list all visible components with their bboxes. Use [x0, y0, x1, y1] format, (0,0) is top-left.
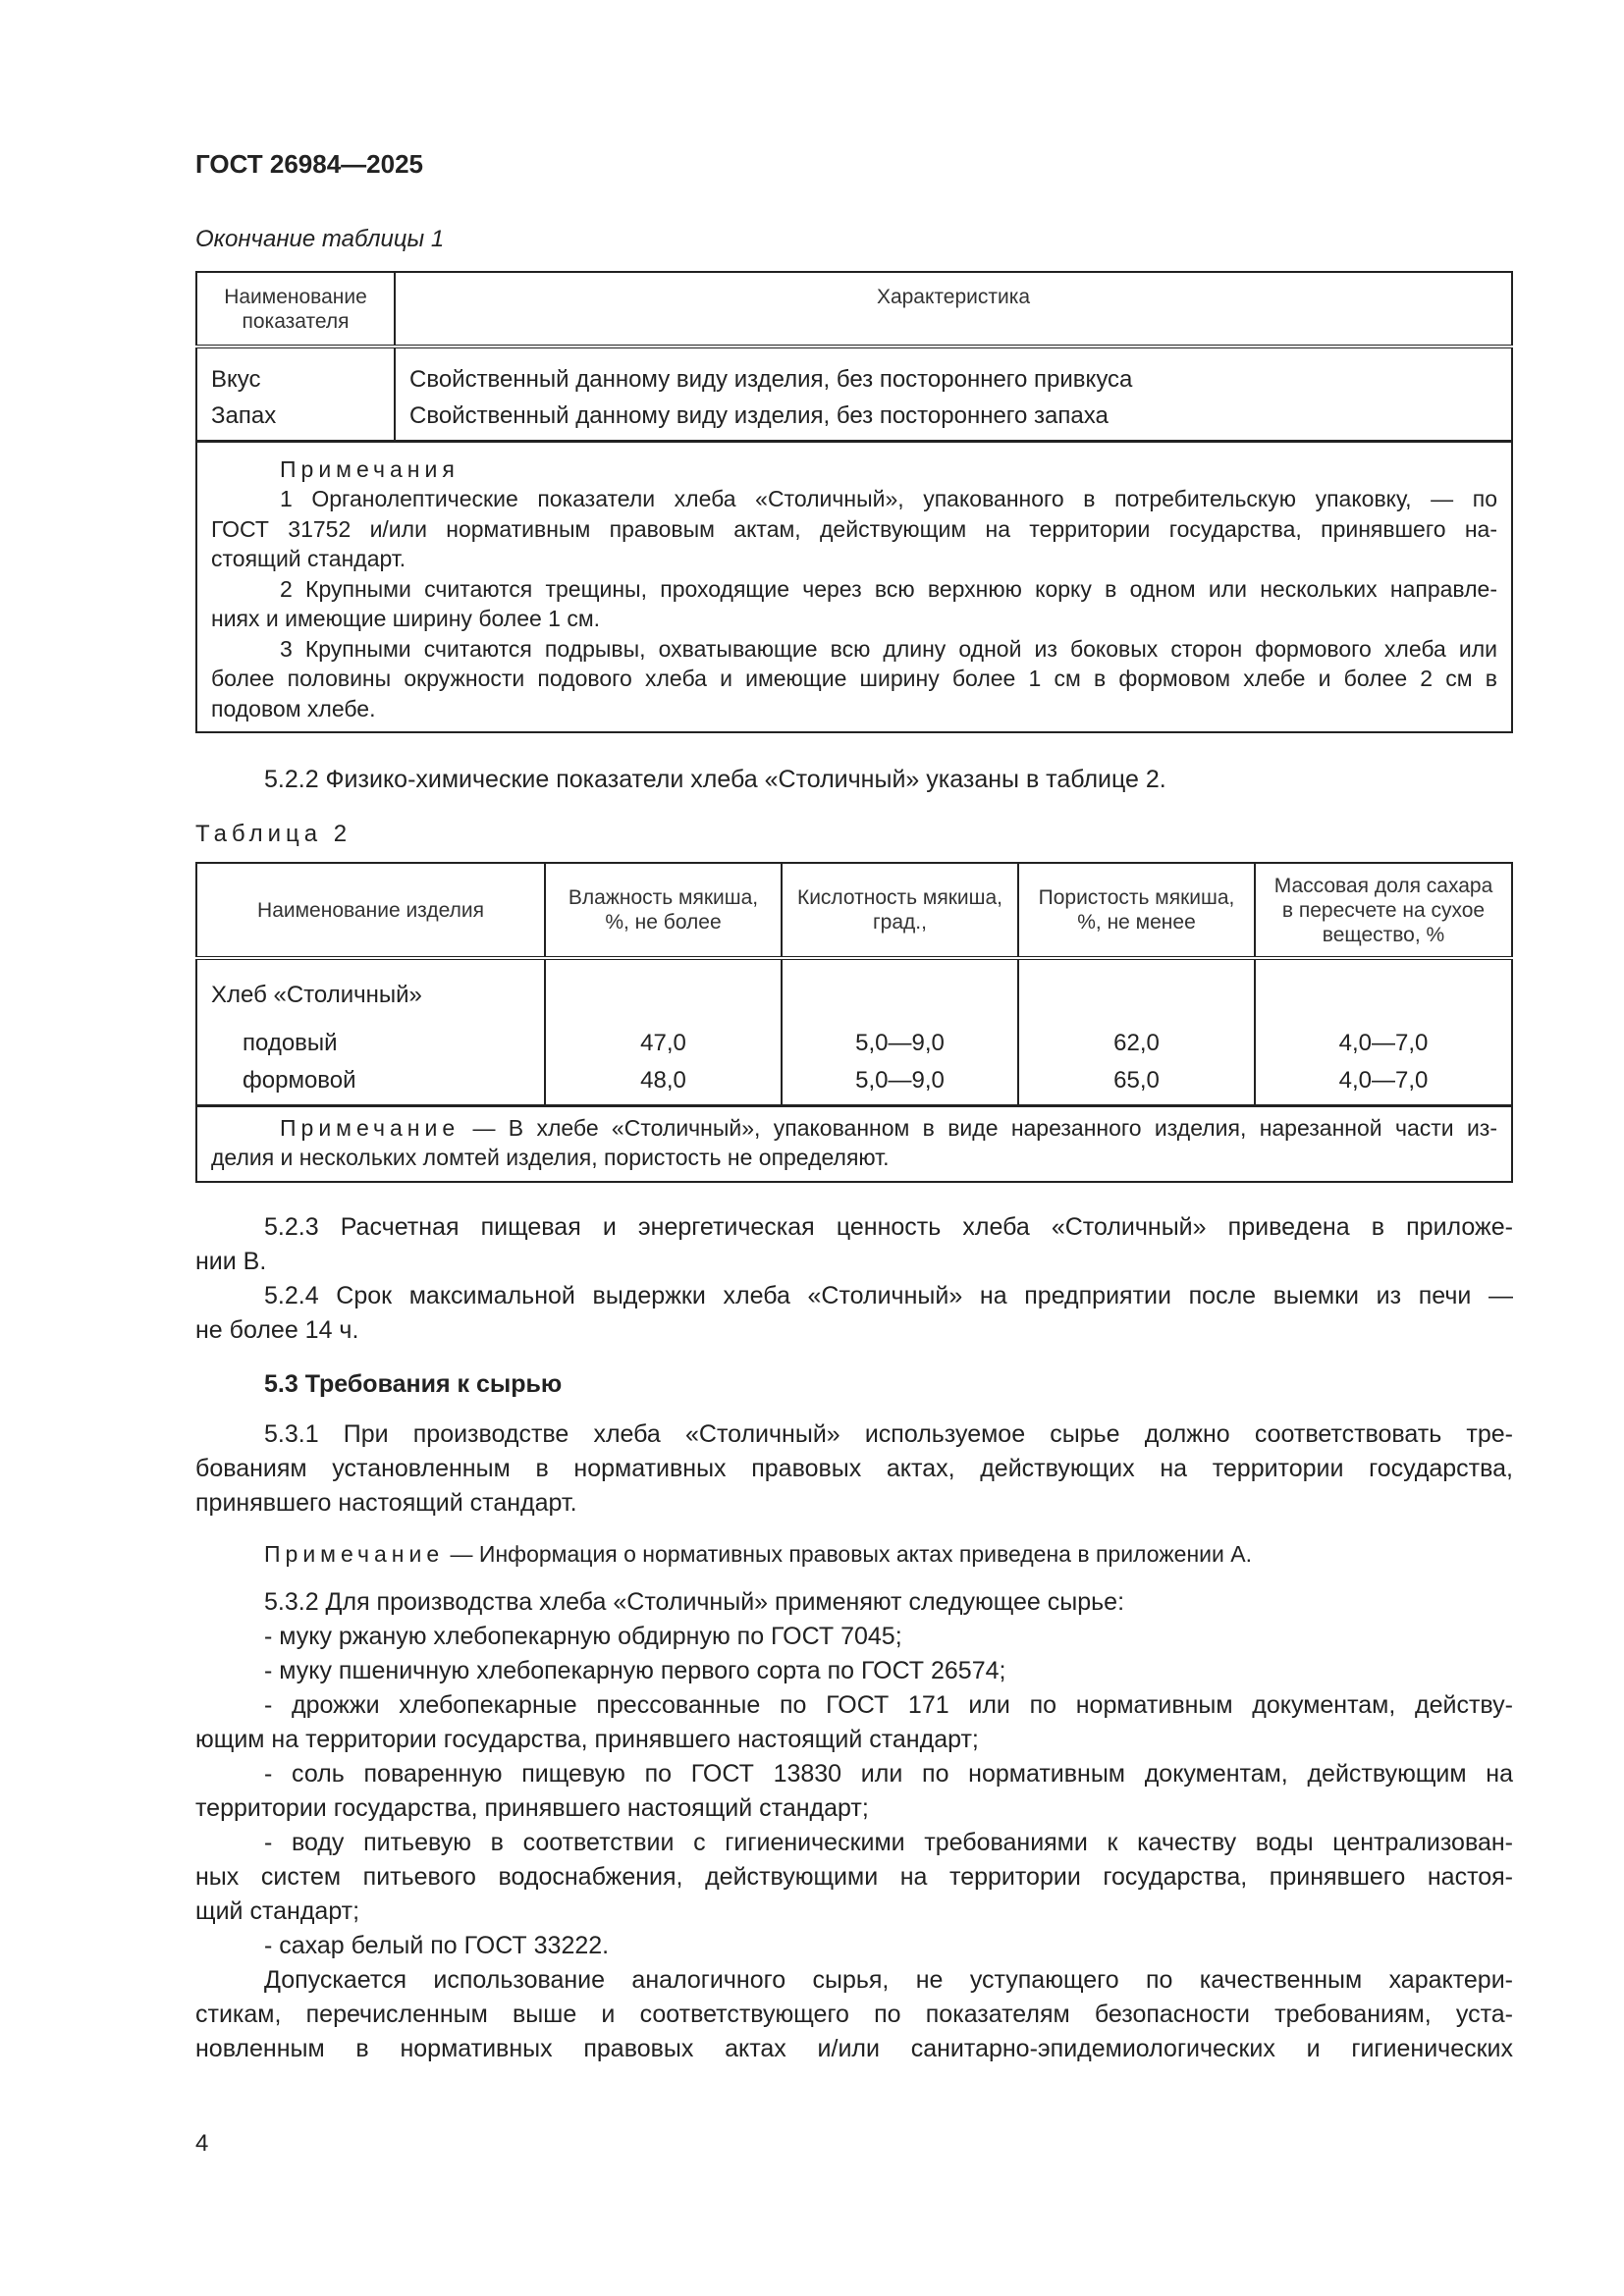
text-line: более половины окружности подового хлеба и имеющие ширину более 1 см в формовом хлебе и более 2 см в [211, 666, 1497, 691]
text-line: щий стандарт; [195, 1897, 360, 1925]
text-line: бованиям установленным в нормативных правовых актах, действующих на территории государства, [195, 1455, 1513, 1482]
text-line: стоящий стандарт. [211, 546, 406, 571]
text-line: Допускается использование аналогичного сырья, не уступающего по качественным характери- [264, 1966, 1513, 1994]
text-line: - муку ржаную хлебопекарную обдирную по ГОСТ 7045; [264, 1623, 902, 1650]
paragraph-5-2-2: 5.2.2 Физико-химические показатели хлеба «Столичный» указаны в таблице 2. [264, 766, 1166, 793]
text-line: - воду питьевую в соответствии с гигиеническими требованиями к качеству воды централизован- [264, 1829, 1513, 1856]
paragraph [211, 484, 1497, 723]
text-line: делия и нескольких ломтей изделия, пористость не определяют. [211, 1145, 890, 1170]
paragraph [195, 1417, 1513, 1521]
table-2 [195, 862, 1513, 1183]
group-label: Хлеб «Столичный» [196, 958, 545, 1009]
table-cell: 4,0—7,0 [1255, 1057, 1512, 1105]
table-row [196, 394, 1512, 441]
text-line: не более 14 ч. [195, 1316, 359, 1344]
column-header: Влажность мякиша, %, не более [545, 863, 782, 958]
text-line: — В хлебе «Столичный», упакованном в виде нарезанного изделия, нарезанной части из- [472, 1114, 1497, 1141]
text-line: принявшего настоящий стандарт. [195, 1489, 577, 1517]
text-line: 5.2.3 Расчетная пищевая и энергетическая ценность хлеба «Столичный» приведена в приложе- [264, 1213, 1513, 1241]
paragraph [195, 1963, 1513, 2066]
document-header: ГОСТ 26984—2025 [195, 149, 423, 179]
column-header: Наименование показателя [196, 272, 395, 347]
text-line: 1 Органолептические показатели хлеба «Столичный», упакованного в потребительскую упаковку, — по [280, 486, 1497, 511]
table-cell: подовый [196, 1009, 545, 1057]
table-cell: Свойственный данному виду изделия, без постороннего привкуса [395, 347, 1512, 394]
text-line: стикам, перечисленным выше и соответствующего по показателям безопасности требованиям, уста- [195, 2001, 1513, 2028]
note-label: Примечание [264, 1541, 445, 1567]
column-header: Характеристика [395, 272, 1512, 347]
table-cell: формовой [196, 1057, 545, 1105]
text-line: 2 Крупными считаются трещины, проходящие через всю верхнюю корку в одном или нескольких направле- [280, 575, 1497, 602]
paragraph [195, 1654, 1513, 1688]
paragraph [195, 1585, 1513, 1620]
notes-title: Примечания [280, 455, 460, 482]
paragraph [195, 1688, 1513, 1757]
table-cell: 4,0—7,0 [1255, 1009, 1512, 1057]
text-line: ющим на территории государства, принявшего настоящий стандарт; [195, 1726, 979, 1753]
paragraph [195, 1757, 1513, 1826]
text-line: ГОСТ 31752 и/или нормативным правовым актам, действующим на территории государства, принявшего на- [211, 515, 1497, 542]
column-header: Массовая доля сахара в пересчете на сухое вещество, % [1255, 863, 1512, 958]
paragraph [195, 1210, 1513, 1279]
text-line: нии В. [195, 1248, 267, 1275]
page-number: 4 [195, 2130, 209, 2157]
text-line: 5.2.4 Срок максимальной выдержки хлеба «Столичный» на предприятии после выемки из печи — [264, 1282, 1513, 1309]
table2-note [196, 1105, 1512, 1182]
text-line: 5.3.1 При производстве хлеба «Столичный» используемое сырье должно соответствовать тре- [264, 1420, 1513, 1448]
text-line: ных систем питьевого водоснабжения, действующими на территории государства, принявшего настоя- [195, 1863, 1513, 1891]
column-header: Наименование изделия [196, 863, 545, 958]
table-cell: Свойственный данному виду изделия, без постороннего запаха [395, 394, 1512, 441]
text-line: 5.3.2 Для производства хлеба «Столичный» применяют следующее сырье: [264, 1588, 1125, 1616]
table-cell: 5,0—9,0 [782, 1057, 1018, 1105]
column-header: Кислотность мякиша, град., [782, 863, 1018, 958]
text-line: ниях и имеющие ширину более 1 см. [211, 606, 601, 631]
note-label: Примечание [280, 1114, 460, 1141]
text-line: - муку пшеничную хлебопекарную первого сорта по ГОСТ 26574; [264, 1657, 1006, 1684]
text-line: 3 Крупными считаются подрывы, охватывающие всю длину одной из боковых сторон формового хлеба или [280, 635, 1497, 662]
table-cell: 65,0 [1018, 1057, 1255, 1105]
paragraph [195, 1279, 1513, 1348]
table-row [196, 1009, 1512, 1057]
table-1 [195, 271, 1513, 733]
paragraph [195, 1929, 1513, 1963]
table2-caption: Таблица 2 [195, 821, 352, 847]
section-heading: 5.3 Требования к сырью [264, 1370, 563, 1398]
table-cell: 5,0—9,0 [782, 1009, 1018, 1057]
text-line: подовом хлебе. [211, 695, 376, 721]
table1-caption: Окончание таблицы 1 [195, 226, 445, 252]
table-cell: Запах [196, 394, 395, 441]
text-line: новленным в нормативных правовых актах и/или санитарно-эпидемиологических и гигиенических [195, 2035, 1513, 2062]
table1-notes [196, 441, 1512, 732]
table-cell: Вкус [196, 347, 395, 394]
table-cell: 48,0 [545, 1057, 782, 1105]
note-text: — Информация о нормативных правовых актах приведена в приложении А. [450, 1541, 1252, 1567]
table-row [196, 1057, 1512, 1105]
text-line: - сахар белый по ГОСТ 33222. [264, 1932, 610, 1959]
table-cell: 62,0 [1018, 1009, 1255, 1057]
paragraph [195, 1620, 1513, 1654]
table-row [196, 347, 1512, 394]
text-line: территории государства, принявшего настоящий стандарт; [195, 1794, 869, 1822]
text-line: - дрожжи хлебопекарные прессованные по ГОСТ 171 или по нормативным документам, действу- [264, 1691, 1513, 1719]
note-5-3-1 [195, 1537, 1513, 1572]
column-header: Пористость мякиша, %, не менее [1018, 863, 1255, 958]
paragraph [195, 1826, 1513, 1929]
table-cell: 47,0 [545, 1009, 782, 1057]
text-line: - соль поваренную пищевую по ГОСТ 13830 или по нормативным документам, действующим на [264, 1760, 1513, 1788]
